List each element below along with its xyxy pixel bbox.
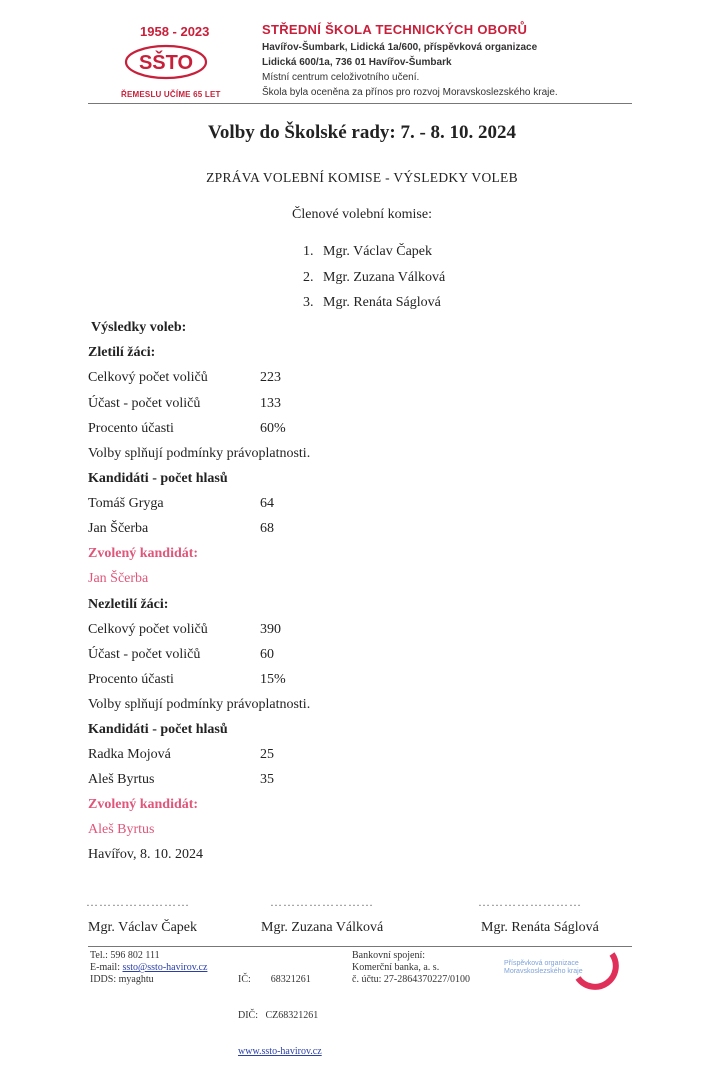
signature-line: …………………… bbox=[478, 895, 582, 909]
signature-name: Mgr. Václav Čapek bbox=[88, 920, 197, 935]
minor-total-value: 390 bbox=[260, 622, 281, 637]
minor-turnout-label: Účast - počet voličů bbox=[88, 647, 201, 662]
logo-years: 1958 - 2023 bbox=[140, 24, 210, 39]
minor-candidate-votes: 25 bbox=[260, 747, 274, 762]
commission-member: 3. Mgr. Renáta Ságlová bbox=[303, 295, 441, 310]
school-info-line4: Škola byla oceněna za přínos pro rozvoj Moravskoslezského kraje. bbox=[262, 87, 558, 98]
signature-line: …………………… bbox=[270, 895, 374, 909]
adult-percent-value: 60% bbox=[260, 421, 286, 436]
page-title: Volby do Školské rady: 7. - 8. 10. 2024 bbox=[207, 122, 517, 143]
footer-tel: Tel.: 596 802 111 bbox=[90, 950, 160, 961]
commission-heading: Členové volební komise: bbox=[292, 207, 432, 222]
school-name: STŘEDNÍ ŠKOLA TECHNICKÝCH OBORŮ bbox=[262, 22, 528, 37]
minor-validity: Volby splňují podmínky právoplatnosti. bbox=[88, 697, 311, 712]
commission-member: 2. Mgr. Zuzana Válková bbox=[303, 270, 446, 285]
adult-candidate-name: Jan Ščerba bbox=[88, 521, 149, 536]
adult-elected-name: Jan Ščerba bbox=[88, 571, 149, 586]
minor-turnout-value: 60 bbox=[260, 647, 274, 662]
region-badge-text: Příspěvková organizace Moravskoslezského kraje bbox=[504, 960, 583, 975]
minor-candidate-name: Aleš Byrtus bbox=[88, 772, 155, 787]
adult-turnout-value: 133 bbox=[260, 396, 281, 411]
school-logo bbox=[124, 44, 208, 80]
adult-total-value: 223 bbox=[260, 370, 281, 385]
signature-name: Mgr. Zuzana Válková bbox=[261, 920, 384, 935]
adult-candidates-heading: Kandidáti - počet hlasů bbox=[88, 471, 228, 486]
footer-ic: IČ: 68321261 bbox=[238, 974, 311, 985]
adult-validity: Volby splňují podmínky právoplatnosti. bbox=[88, 446, 311, 461]
logo-motto: ŘEMESLU UČÍME 65 LET bbox=[121, 90, 221, 99]
footer-divider bbox=[88, 946, 632, 947]
footer-bank bbox=[352, 950, 470, 986]
adult-heading: Zletilí žáci: bbox=[88, 345, 156, 360]
commission-member: 1. Mgr. Václav Čapek bbox=[303, 244, 432, 259]
minor-candidate-name: Radka Mojová bbox=[88, 747, 171, 762]
minor-candidates-heading: Kandidáti - počet hlasů bbox=[88, 722, 228, 737]
footer-email-link[interactable]: ssto@ssto-havirov.cz bbox=[122, 962, 208, 973]
minor-percent-value: 15% bbox=[260, 672, 286, 687]
adult-elected-label: Zvolený kandidát: bbox=[88, 546, 199, 561]
adult-turnout-label: Účast - počet voličů bbox=[88, 396, 201, 411]
adult-total-label: Celkový počet voličů bbox=[88, 370, 208, 385]
footer-idds: IDDS: myaghtu bbox=[90, 974, 154, 985]
minor-heading: Nezletilí žáci: bbox=[88, 597, 169, 612]
place-date: Havířov, 8. 10. 2024 bbox=[88, 847, 203, 862]
school-info-line3: Místní centrum celoživotního učení. bbox=[262, 72, 420, 83]
report-subtitle: ZPRÁVA VOLEBNÍ KOMISE - VÝSLEDKY VOLEB bbox=[206, 170, 518, 185]
minor-total-label: Celkový počet voličů bbox=[88, 622, 208, 637]
minor-percent-label: Procento účasti bbox=[88, 672, 174, 687]
footer-account: č. účtu: 27-2864370227/0100 bbox=[352, 974, 471, 985]
footer-ids bbox=[238, 950, 322, 1070]
footer-web-link[interactable]: www.ssto-havirov.cz bbox=[238, 1046, 322, 1057]
minor-elected-name: Aleš Byrtus bbox=[88, 822, 155, 837]
adult-percent-label: Procento účasti bbox=[88, 421, 174, 436]
signature-line: …………………… bbox=[86, 895, 190, 909]
region-badge-icon bbox=[570, 944, 620, 994]
results-heading: Výsledky voleb: bbox=[91, 320, 187, 335]
footer-bank-label: Bankovní spojení: bbox=[352, 950, 426, 961]
header-divider bbox=[88, 103, 632, 104]
footer-contact bbox=[90, 950, 207, 986]
adult-candidate-votes: 64 bbox=[260, 496, 274, 511]
school-address-line2: Lidická 600/1a, 736 01 Havířov-Šumbark bbox=[262, 57, 452, 68]
adult-candidate-votes: 68 bbox=[260, 521, 274, 536]
footer-bank-name: Komerční banka, a. s. bbox=[352, 962, 440, 973]
adult-candidate-name: Tomáš Gryga bbox=[88, 496, 164, 511]
logo-text: SŠTO bbox=[138, 52, 194, 74]
signature-name: Mgr. Renáta Ságlová bbox=[481, 920, 599, 935]
school-address-line1: Havířov-Šumbark, Lidická 1a/600, příspěvková organizace bbox=[262, 42, 538, 53]
footer-email-row: E-mail: ssto@ssto-havirov.cz bbox=[90, 962, 208, 973]
footer-dic: DIČ: CZ68321261 bbox=[238, 1010, 319, 1021]
minor-candidate-votes: 35 bbox=[260, 772, 274, 787]
minor-elected-label: Zvolený kandidát: bbox=[88, 797, 199, 812]
